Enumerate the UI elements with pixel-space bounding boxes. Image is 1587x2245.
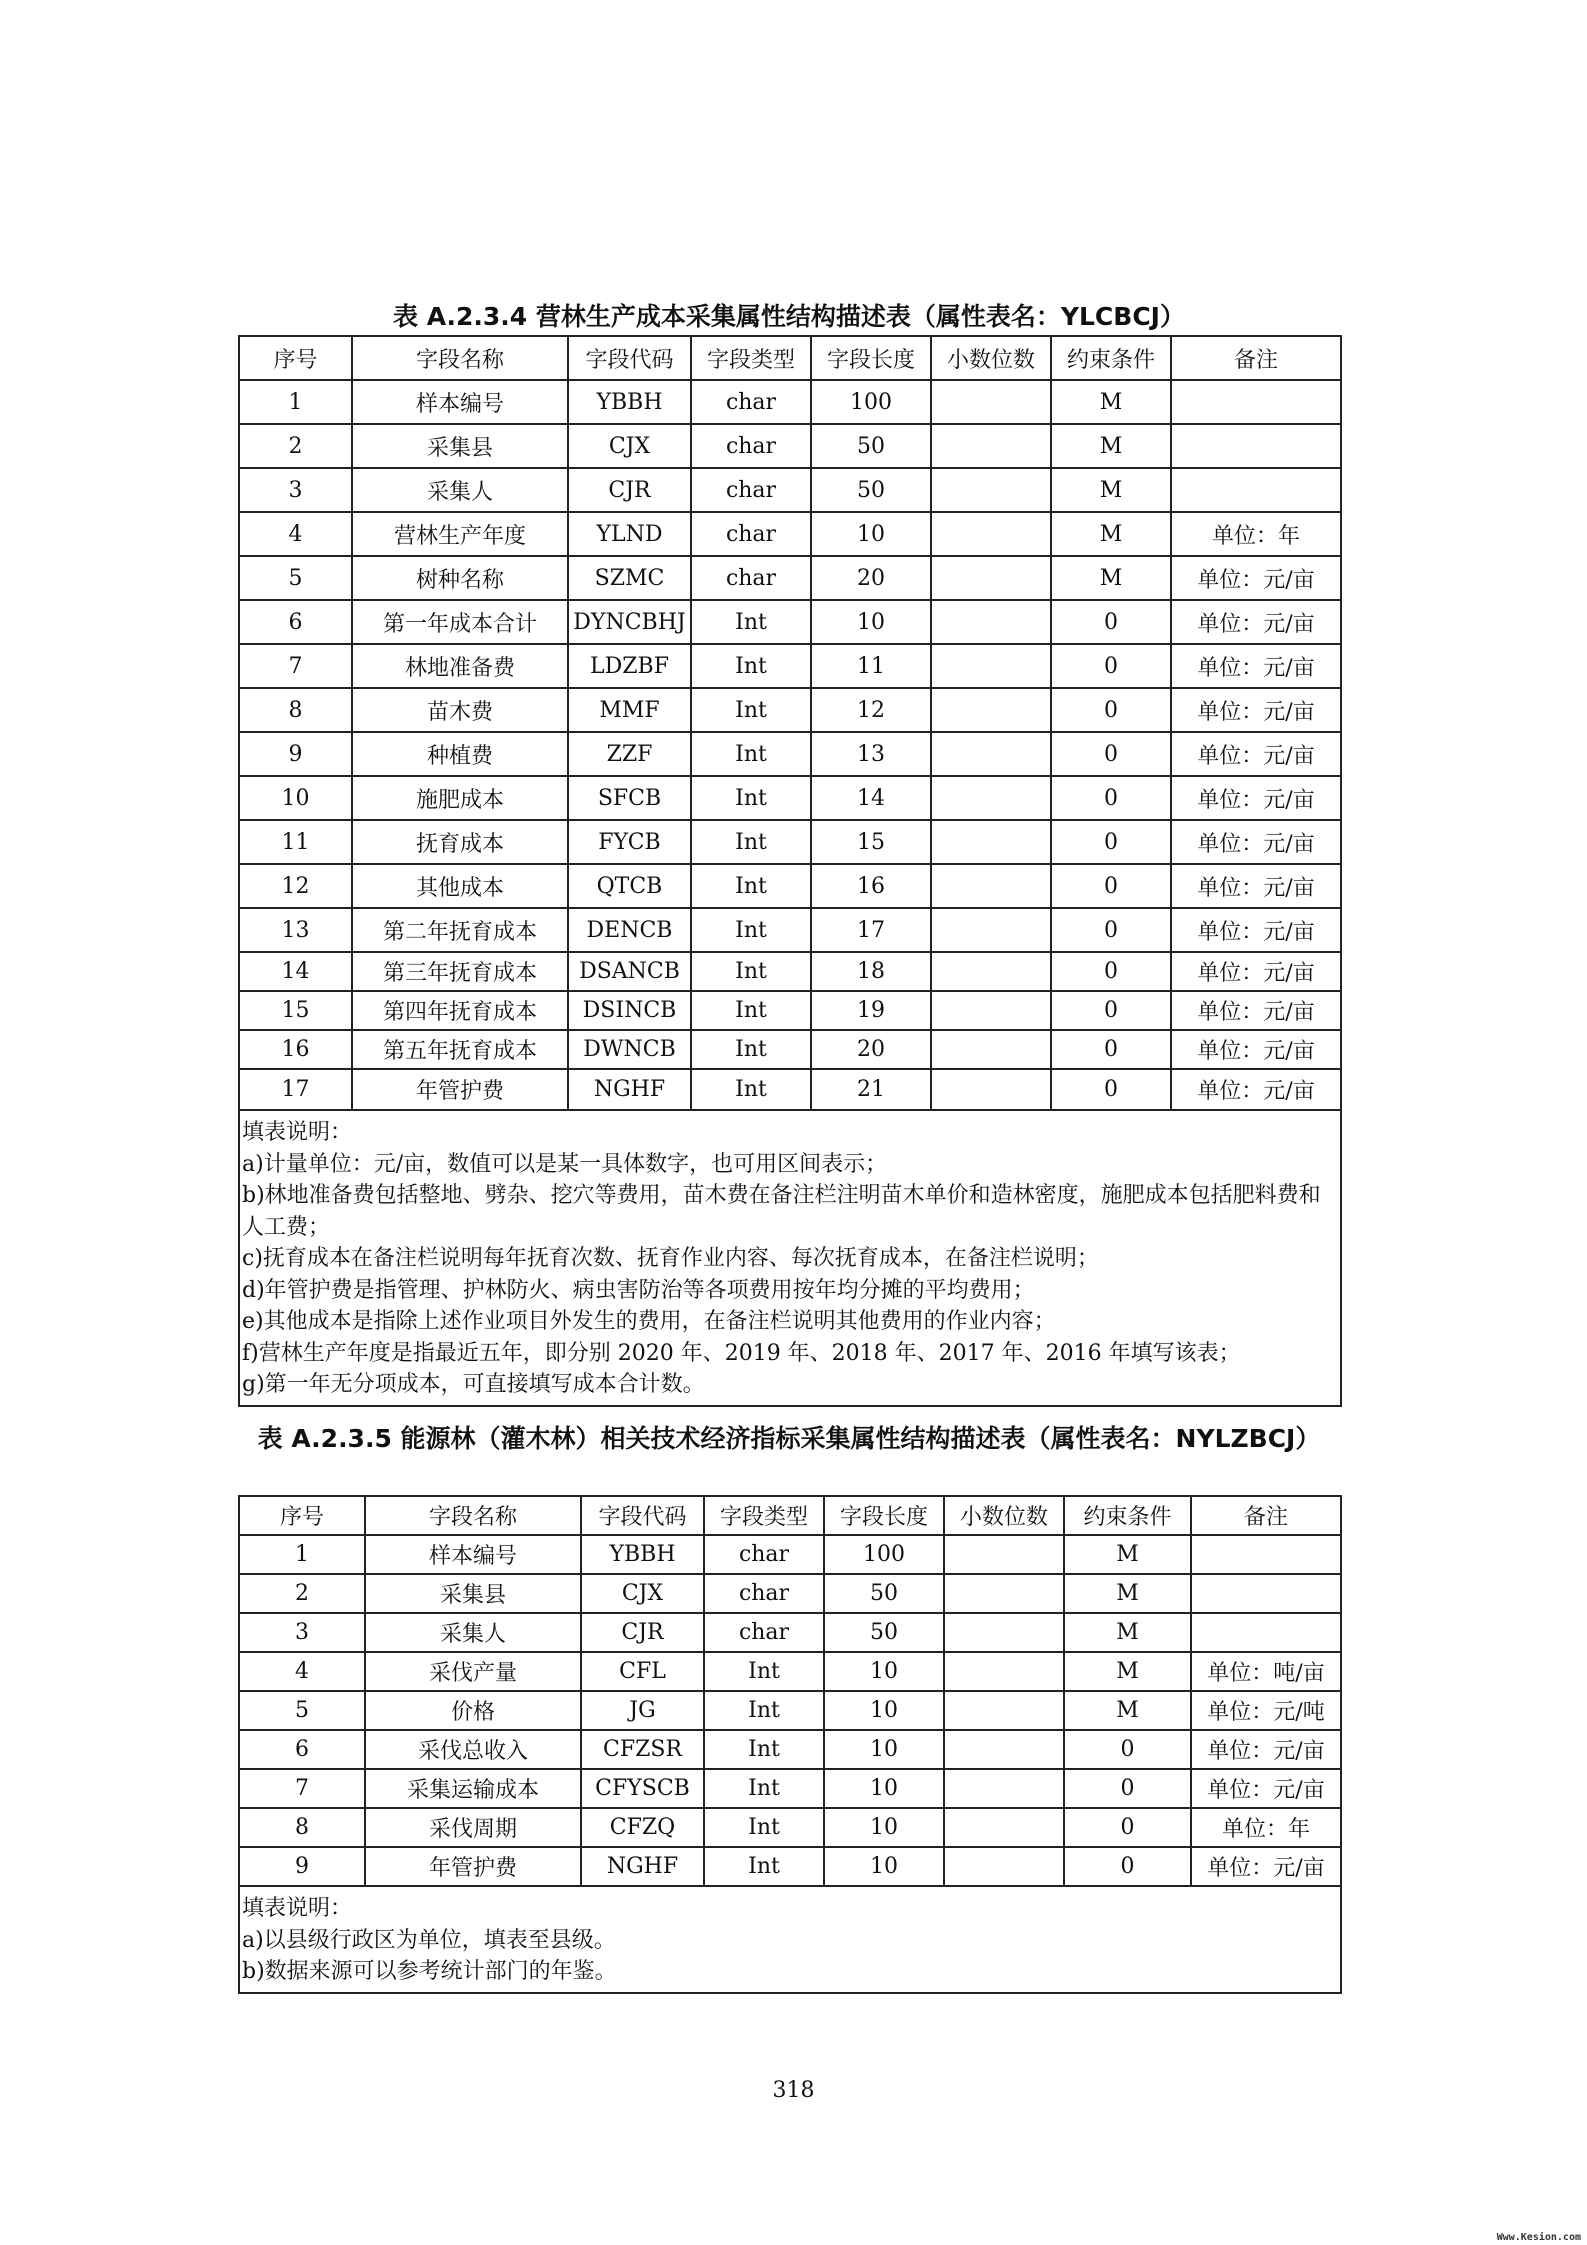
- table-cell: 8: [239, 688, 352, 732]
- table-cell: 单位：元/亩: [1171, 952, 1341, 991]
- table-cell: 10: [811, 512, 931, 556]
- note-line: f)营林生产年度是指最近五年，即分别 2020 年、2019 年、2018 年、2017 年、2016 年填写该表；: [242, 1340, 1241, 1366]
- table-cell: 2: [239, 424, 352, 468]
- column-header: 序号: [239, 336, 352, 380]
- notes-cell: [239, 1110, 1341, 1406]
- column-header: 序号: [239, 1496, 365, 1535]
- table-row: [239, 1069, 1341, 1110]
- table-cell: 采伐周期: [365, 1808, 581, 1847]
- table-cell: YBBH: [581, 1535, 704, 1574]
- table-cell: 11: [239, 820, 352, 864]
- table-row: [239, 820, 1341, 864]
- table-cell: 0: [1064, 1769, 1191, 1808]
- table-cell: 0: [1051, 776, 1171, 820]
- table-cell: 施肥成本: [352, 776, 568, 820]
- table-cell: 9: [239, 1847, 365, 1886]
- table-cell: DSANCB: [568, 952, 691, 991]
- table-cell: 16: [811, 864, 931, 908]
- table-cell: 采集运输成本: [365, 1769, 581, 1808]
- table-cell: Int: [691, 688, 811, 732]
- table-cell: M: [1064, 1691, 1191, 1730]
- table-cell: 样本编号: [352, 380, 568, 424]
- header-row: [239, 336, 1341, 380]
- table-cell: [931, 908, 1051, 952]
- table-cell: 单位：元/亩: [1171, 600, 1341, 644]
- table-cell: [931, 512, 1051, 556]
- table-row: [239, 1769, 1341, 1808]
- table-cell: YBBH: [568, 380, 691, 424]
- table-row: [239, 688, 1341, 732]
- table-cell: 采集人: [352, 468, 568, 512]
- table-cell: CFL: [581, 1652, 704, 1691]
- table-cell: 单位：元/亩: [1171, 732, 1341, 776]
- table-cell: 4: [239, 1652, 365, 1691]
- table-cell: Int: [691, 1030, 811, 1069]
- table-cell: [931, 952, 1051, 991]
- table-cell: 18: [811, 952, 931, 991]
- table-cell: 17: [811, 908, 931, 952]
- table-cell: 5: [239, 1691, 365, 1730]
- table-cell: 16: [239, 1030, 352, 1069]
- table-row: [239, 1730, 1341, 1769]
- table-cell: Int: [691, 908, 811, 952]
- table-cell: 林地准备费: [352, 644, 568, 688]
- table-row: [239, 1535, 1341, 1574]
- table-cell: 8: [239, 1808, 365, 1847]
- table-cell: 0: [1051, 991, 1171, 1030]
- table-cell: 单位：元/亩: [1191, 1730, 1341, 1769]
- table-cell: 0: [1051, 1069, 1171, 1110]
- table-cell: [931, 991, 1051, 1030]
- table-cell: 第一年成本合计: [352, 600, 568, 644]
- table-cell: MMF: [568, 688, 691, 732]
- notes-row: [239, 1110, 1341, 1406]
- table-cell: 0: [1064, 1847, 1191, 1886]
- table-cell: 15: [239, 991, 352, 1030]
- table-cell: 单位：元/亩: [1171, 688, 1341, 732]
- table-cell: CJR: [581, 1613, 704, 1652]
- table-cell: 10: [824, 1652, 944, 1691]
- table-cell: char: [704, 1535, 824, 1574]
- table-cell: Int: [704, 1652, 824, 1691]
- table-cell: 7: [239, 1769, 365, 1808]
- table-cell: 14: [239, 952, 352, 991]
- table-row: [239, 468, 1341, 512]
- column-header: 字段名称: [352, 336, 568, 380]
- table-cell: Int: [691, 776, 811, 820]
- table-cell: 10: [824, 1769, 944, 1808]
- table-cell: 单位：元/亩: [1171, 556, 1341, 600]
- column-header: 小数位数: [931, 336, 1051, 380]
- table-cell: 0: [1051, 644, 1171, 688]
- table-cell: char: [704, 1613, 824, 1652]
- table-cell: Int: [704, 1847, 824, 1886]
- note-line: e)其他成本是指除上述作业项目外发生的费用，在备注栏说明其他费用的作业内容；: [242, 1309, 1056, 1334]
- table-cell: [1191, 1613, 1341, 1652]
- table-cell: [944, 1574, 1064, 1613]
- table-cell: CFYSCB: [581, 1769, 704, 1808]
- table-cell: QTCB: [568, 864, 691, 908]
- table-cell: 0: [1051, 952, 1171, 991]
- table-cell: 50: [824, 1613, 944, 1652]
- table-row: [239, 864, 1341, 908]
- table-cell: 抚育成本: [352, 820, 568, 864]
- table-cell: 6: [239, 600, 352, 644]
- table-cell: 19: [811, 991, 931, 1030]
- table-cell: 9: [239, 732, 352, 776]
- table-cell: M: [1064, 1535, 1191, 1574]
- table-cell: char: [691, 424, 811, 468]
- table-cell: 50: [824, 1574, 944, 1613]
- table-cell: Int: [704, 1769, 824, 1808]
- table-cell: 采集人: [365, 1613, 581, 1652]
- table-cell: 单位：年: [1171, 512, 1341, 556]
- note-line: 填表说明：: [242, 1896, 353, 1921]
- table-cell: Int: [691, 952, 811, 991]
- table-cell: 6: [239, 1730, 365, 1769]
- table-cell: 21: [811, 1069, 931, 1110]
- table-cell: 单位：元/亩: [1171, 1069, 1341, 1110]
- table-cell: 0: [1051, 820, 1171, 864]
- table-ylcbcj: [238, 335, 1342, 1407]
- table-row: [239, 732, 1341, 776]
- table-cell: LDZBF: [568, 644, 691, 688]
- table-cell: FYCB: [568, 820, 691, 864]
- table-cell: 单位：元/亩: [1171, 820, 1341, 864]
- table-row: [239, 908, 1341, 952]
- table-cell: ZZF: [568, 732, 691, 776]
- table-cell: Int: [704, 1808, 824, 1847]
- table-cell: 单位：元/亩: [1171, 991, 1341, 1030]
- table-cell: 10: [824, 1691, 944, 1730]
- note-line: b)数据来源可以参考统计部门的年鉴。: [242, 1959, 617, 1984]
- table-cell: JG: [581, 1691, 704, 1730]
- table-cell: 3: [239, 468, 352, 512]
- column-header: 小数位数: [944, 1496, 1064, 1535]
- table-cell: 11: [811, 644, 931, 688]
- table-row: [239, 1691, 1341, 1730]
- table-cell: [1171, 380, 1341, 424]
- table-cell: 单位：元/亩: [1171, 864, 1341, 908]
- table-cell: Int: [691, 991, 811, 1030]
- table-cell: 5: [239, 556, 352, 600]
- note-line: a)以县级行政区为单位，填表至县级。: [242, 1927, 616, 1953]
- column-header: 约束条件: [1051, 336, 1171, 380]
- table-cell: Int: [691, 732, 811, 776]
- column-header: 字段长度: [824, 1496, 944, 1535]
- table-cell: [931, 1069, 1051, 1110]
- table-cell: [944, 1769, 1064, 1808]
- table-cell: 1: [239, 380, 352, 424]
- table-cell: 第五年抚育成本: [352, 1030, 568, 1069]
- table-cell: Int: [704, 1691, 824, 1730]
- column-header: 备注: [1171, 336, 1341, 380]
- table-cell: [931, 1030, 1051, 1069]
- table-cell: 单位：元/亩: [1171, 1030, 1341, 1069]
- table-cell: 苗木费: [352, 688, 568, 732]
- table-row: [239, 1030, 1341, 1069]
- table-cell: SFCB: [568, 776, 691, 820]
- table-cell: M: [1051, 512, 1171, 556]
- column-header: 约束条件: [1064, 1496, 1191, 1535]
- table-cell: 10: [824, 1730, 944, 1769]
- table-cell: char: [704, 1574, 824, 1613]
- column-header: 字段代码: [581, 1496, 704, 1535]
- table-cell: [931, 732, 1051, 776]
- table-cell: 0: [1051, 732, 1171, 776]
- table-row: [239, 644, 1341, 688]
- column-header: 字段类型: [704, 1496, 824, 1535]
- table-cell: 样本编号: [365, 1535, 581, 1574]
- table-cell: M: [1051, 468, 1171, 512]
- table-cell: 0: [1064, 1730, 1191, 1769]
- table-row: [239, 776, 1341, 820]
- table-nylzbcj: [238, 1495, 1342, 1994]
- table-cell: 0: [1064, 1808, 1191, 1847]
- table-cell: 12: [811, 688, 931, 732]
- note-line: c)抚育成本在备注栏说明每年抚育次数、抚育作业内容、每次抚育成本，在备注栏说明；: [242, 1246, 1099, 1271]
- notes-cell: [239, 1886, 1341, 1993]
- table-cell: Int: [691, 820, 811, 864]
- table-cell: CJX: [568, 424, 691, 468]
- table-cell: 12: [239, 864, 352, 908]
- header-row: [239, 1496, 1341, 1535]
- table-cell: [1171, 424, 1341, 468]
- table-cell: 种植费: [352, 732, 568, 776]
- table-cell: 17: [239, 1069, 352, 1110]
- table-cell: [931, 776, 1051, 820]
- column-header: 字段名称: [365, 1496, 581, 1535]
- table-cell: M: [1064, 1574, 1191, 1613]
- table-cell: 树种名称: [352, 556, 568, 600]
- table-row: [239, 1613, 1341, 1652]
- table1-caption: 表 A.2.3.4 营林生产成本采集属性结构描述表（属性表名：YLCBCJ）: [393, 302, 1185, 331]
- note-line: b)林地准备费包括整地、劈杂、挖穴等费用，苗木费在备注栏注明苗木单价和造林密度，施肥成本包括肥料费和人工费；: [242, 1183, 1321, 1240]
- table-cell: [931, 556, 1051, 600]
- table-cell: 4: [239, 512, 352, 556]
- table-cell: char: [691, 512, 811, 556]
- note-line: g)第一年无分项成本，可直接填写成本合计数。: [242, 1372, 705, 1397]
- table-cell: [1191, 1535, 1341, 1574]
- table-row: [239, 991, 1341, 1030]
- table-cell: 单位：元/亩: [1191, 1769, 1341, 1808]
- table-cell: [931, 468, 1051, 512]
- table-cell: [1191, 1574, 1341, 1613]
- table-cell: 20: [811, 1030, 931, 1069]
- table-cell: 单位：元/亩: [1171, 644, 1341, 688]
- table-cell: char: [691, 468, 811, 512]
- table-row: [239, 600, 1341, 644]
- table-cell: M: [1051, 556, 1171, 600]
- table-cell: 10: [824, 1847, 944, 1886]
- table-row: [239, 1808, 1341, 1847]
- column-header: 字段代码: [568, 336, 691, 380]
- table-cell: 100: [811, 380, 931, 424]
- table-cell: 采集县: [352, 424, 568, 468]
- table-cell: 营林生产年度: [352, 512, 568, 556]
- table-cell: 0: [1051, 864, 1171, 908]
- table-row: [239, 952, 1341, 991]
- table-cell: [944, 1808, 1064, 1847]
- table-cell: [931, 424, 1051, 468]
- table-cell: 价格: [365, 1691, 581, 1730]
- table-cell: 采伐总收入: [365, 1730, 581, 1769]
- note-line: a)计量单位：元/亩，数值可以是某一具体数字，也可用区间表示；: [242, 1151, 888, 1177]
- table-cell: [931, 644, 1051, 688]
- table-cell: DYNCBHJ: [568, 600, 691, 644]
- table-row: [239, 424, 1341, 468]
- table-cell: 0: [1051, 688, 1171, 732]
- table-cell: DWNCB: [568, 1030, 691, 1069]
- table-cell: [944, 1847, 1064, 1886]
- table-cell: DSINCB: [568, 991, 691, 1030]
- table-cell: 10: [811, 600, 931, 644]
- table-cell: 单位：元/亩: [1171, 776, 1341, 820]
- table-cell: [931, 820, 1051, 864]
- table-cell: char: [691, 380, 811, 424]
- table-cell: 13: [239, 908, 352, 952]
- table-cell: 单位：元/亩: [1171, 908, 1341, 952]
- column-header: 字段类型: [691, 336, 811, 380]
- table-cell: 7: [239, 644, 352, 688]
- table-cell: Int: [691, 644, 811, 688]
- table-cell: [944, 1535, 1064, 1574]
- table-cell: Int: [704, 1730, 824, 1769]
- table-cell: CFZSR: [581, 1730, 704, 1769]
- table-cell: Int: [691, 864, 811, 908]
- column-header: 备注: [1191, 1496, 1341, 1535]
- table-cell: 采伐产量: [365, 1652, 581, 1691]
- table-cell: 年管护费: [365, 1847, 581, 1886]
- table-cell: Int: [691, 600, 811, 644]
- table-cell: [931, 600, 1051, 644]
- table-cell: 其他成本: [352, 864, 568, 908]
- table-cell: 13: [811, 732, 931, 776]
- table-cell: [944, 1613, 1064, 1652]
- table-cell: 采集县: [365, 1574, 581, 1613]
- table-cell: 3: [239, 1613, 365, 1652]
- table-cell: [931, 864, 1051, 908]
- table-row: [239, 556, 1341, 600]
- table-cell: 单位：元/吨: [1191, 1691, 1341, 1730]
- table-cell: 第三年抚育成本: [352, 952, 568, 991]
- table-cell: M: [1064, 1613, 1191, 1652]
- table-cell: 单位：元/亩: [1191, 1847, 1341, 1886]
- table-cell: 单位：年: [1191, 1808, 1341, 1847]
- table-row: [239, 512, 1341, 556]
- table-cell: 50: [811, 468, 931, 512]
- table-row: [239, 1574, 1341, 1613]
- notes-row: [239, 1886, 1341, 1993]
- table-cell: NGHF: [581, 1847, 704, 1886]
- table-cell: CJX: [581, 1574, 704, 1613]
- table-cell: 20: [811, 556, 931, 600]
- table-cell: [931, 688, 1051, 732]
- table-cell: [944, 1652, 1064, 1691]
- table-cell: 0: [1051, 908, 1171, 952]
- table-cell: SZMC: [568, 556, 691, 600]
- table-cell: 15: [811, 820, 931, 864]
- page-number: 318: [772, 2078, 815, 2103]
- table-cell: CFZQ: [581, 1808, 704, 1847]
- table-cell: char: [691, 556, 811, 600]
- table-cell: 第二年抚育成本: [352, 908, 568, 952]
- table-cell: 单位：吨/亩: [1191, 1652, 1341, 1691]
- note-line: d)年管护费是指管理、护林防火、病虫害防治等各项费用按年均分摊的平均费用；: [242, 1277, 1035, 1303]
- table-cell: 50: [811, 424, 931, 468]
- table-cell: 100: [824, 1535, 944, 1574]
- table-cell: 第四年抚育成本: [352, 991, 568, 1030]
- watermark: Www.Kesion.com: [1496, 2232, 1581, 2243]
- table-cell: 0: [1051, 600, 1171, 644]
- table-row: [239, 380, 1341, 424]
- table-row: [239, 1847, 1341, 1886]
- column-header: 字段长度: [811, 336, 931, 380]
- table-cell: NGHF: [568, 1069, 691, 1110]
- table-cell: YLND: [568, 512, 691, 556]
- table-cell: [944, 1730, 1064, 1769]
- table-cell: 0: [1051, 1030, 1171, 1069]
- table-cell: M: [1051, 424, 1171, 468]
- table-cell: [944, 1691, 1064, 1730]
- table-cell: DENCB: [568, 908, 691, 952]
- table-cell: Int: [691, 1069, 811, 1110]
- table-cell: 10: [239, 776, 352, 820]
- table2-caption: 表 A.2.3.5 能源林（灌木林）相关技术经济指标采集属性结构描述表（属性表名：NYLZBCJ）: [257, 1424, 1321, 1453]
- table-cell: [1171, 468, 1341, 512]
- table-cell: 2: [239, 1574, 365, 1613]
- table-cell: 14: [811, 776, 931, 820]
- table-row: [239, 1652, 1341, 1691]
- table-cell: M: [1064, 1652, 1191, 1691]
- table-cell: CJR: [568, 468, 691, 512]
- table-cell: 年管护费: [352, 1069, 568, 1110]
- table-cell: [931, 380, 1051, 424]
- table-cell: 1: [239, 1535, 365, 1574]
- table-cell: M: [1051, 380, 1171, 424]
- note-line: 填表说明：: [242, 1120, 353, 1145]
- table-cell: 10: [824, 1808, 944, 1847]
